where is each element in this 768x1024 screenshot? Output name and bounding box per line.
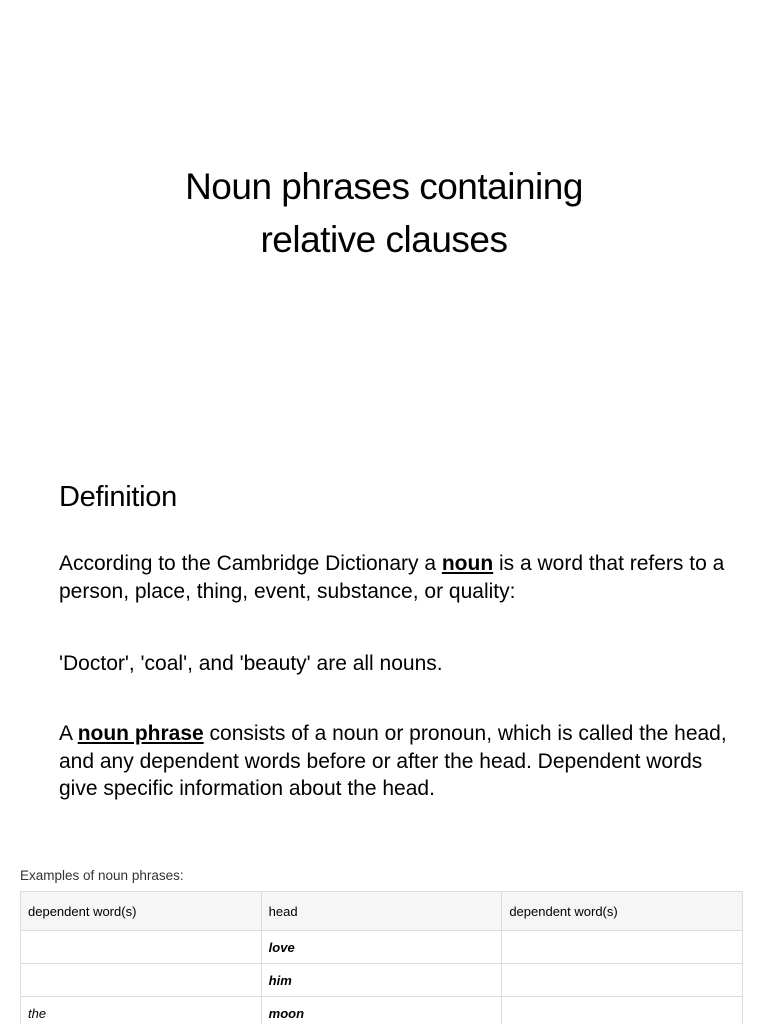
table-header-row [21,892,743,931]
cell-dependent-after [502,964,743,997]
noun-phrase-table [20,891,743,1024]
cell-dependent-before [21,931,262,964]
page-title [0,160,768,266]
definition-heading: Definition [59,481,177,513]
p3-text-before: A [59,722,78,745]
noun-phrase-definition-paragraph [59,720,739,803]
cell-head: love [261,931,502,964]
title-line-2: relative clauses [260,219,508,260]
examples-caption: Examples of noun phrases: [20,868,184,883]
p1-text-after: is a word that refers to a person, place, thing, event, substance, or quality: [59,552,725,603]
cell-head: moon [261,997,502,1024]
table-row [21,964,743,997]
column-header-head: head [261,892,502,931]
cell-dependent-before: the [21,997,262,1024]
table-row [21,997,743,1024]
cell-head: him [261,964,502,997]
cell-dependent-after [502,997,743,1024]
noun-definition-paragraph [59,550,739,605]
title-line-1: Noun phrases containing [185,166,583,207]
noun-term: noun [441,552,494,575]
cell-dependent-after [502,931,743,964]
noun-examples-paragraph: 'Doctor', 'coal', and 'beauty' are all nouns. [59,652,443,675]
column-header-dependent-before: dependent word(s) [21,892,262,931]
column-header-dependent-after: dependent word(s) [502,892,743,931]
p1-text-before: According to the Cambridge Dictionary a [59,552,442,575]
p3-text-after: consists of a noun or pronoun, which is called the head, and any dependent words before or after the head. Dependent words give specific information about the head. [59,722,727,800]
cell-dependent-before [21,964,262,997]
noun-phrase-term: noun phrase [77,722,204,745]
table-row [21,931,743,964]
